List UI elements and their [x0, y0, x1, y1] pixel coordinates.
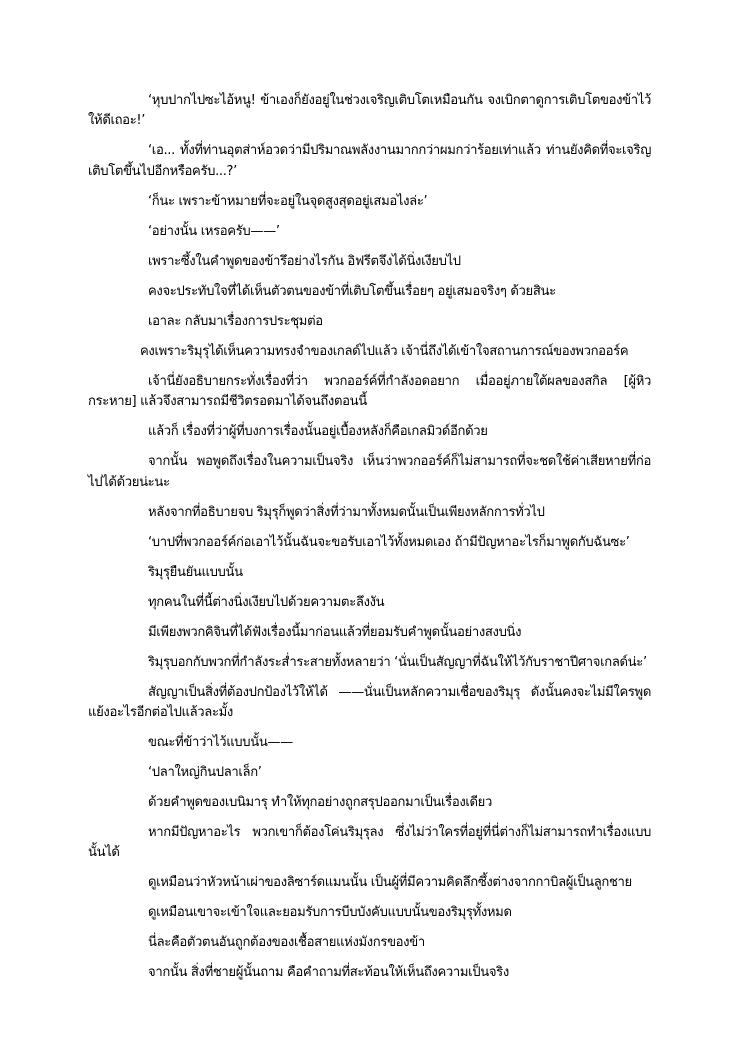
- paragraph: ดูเหมือนว่าหัวหน้าเผ่าของลิซาร์ดแมนนั้น เป็นผู้ที่มีความคิดลึกซึ้งต่างจากกาบิลผู้เป็นลูกชาย: [148, 875, 632, 891]
- paragraph: จากนั้น สิ่งที่ชายผู้นั้นถาม คือคำถามที่สะท้อนให้เห็นถึงความเป็นจริง: [148, 965, 509, 981]
- paragraph: ‘ปลาใหญ่กินปลาเล็ก’: [148, 765, 262, 781]
- paragraph: เพราะซึ้งในคำพูดของข้ารึอย่างไรกัน อิฟรีตจึงได้นิ่งเงียบไป: [148, 253, 461, 269]
- paragraph: หากมีปัญหาอะไร พวกเขาก็ต้องโค่นริมุรุลง ซึ่งไม่ว่าใครที่อยู่ที่นี่ต่างก็ไม่สามารถทำเรื่องแบบนั้นได้: [88, 825, 651, 861]
- page-body-text: [88, 91, 651, 993]
- paragraph: ‘บาปที่พวกออร์ค์ก่อเอาไว้นั้นฉันจะขอรับเอาไว้ทั้งหมดเอง ถ้ามีปัญหาอะไรก็มาพูดกับฉันซะ’: [148, 534, 630, 550]
- paragraph: นี่ละคือตัวตนอันถูกต้องของเชื้อสายแห่งมังกรของข้า: [148, 935, 425, 951]
- paragraph: สัญญาเป็นสิ่งที่ต้องปกป้องไว้ให้ได้ ——นั่นเป็นหลักความเชื่อของริมุรุ ดังนั้นคงจะไม่มีใครพูดแย้งอะไรอีกต่อไปแล้วละมั้ง: [88, 684, 651, 721]
- paragraph: จากนั้น พอพูดถึงเรื่องในความเป็นจริง เห็นว่าพวกออร์ค์ก็ไม่สามารถที่จะชดใช้ค่าเสียหายที่ก่อไปได้ด้วยน่ะนะ: [88, 454, 651, 490]
- paragraph: คงเพราะริมุรุได้เห็นความทรงจำของเกลด์ไปแล้ว เจ้านี่ถึงได้เข้าใจสถานการณ์ของพวกออร์ค: [140, 343, 629, 359]
- paragraph: หลังจากที่อธิบายจบ ริมุรุก็พูดว่าสิ่งที่ว่ามาทั้งหมดนั้นเป็นเพียงหลักการทั่วไป: [148, 504, 545, 520]
- paragraph: ด้วยคำพูดของเบนิมารุ ทำให้ทุกอย่างถูกสรุปออกมาเป็นเรื่องเดียว: [148, 795, 492, 811]
- paragraph: ทุกคนในที่นี้ต่างนิ่งเงียบไปด้วยความตะลึงงัน: [148, 594, 385, 610]
- paragraph: ‘อย่างนั้น เหรอครับ——’: [148, 223, 280, 239]
- paragraph: ริมุรุบอกกับพวกที่กำลังระส่ำระสายทั้งหลายว่า ‘นั่นเป็นสัญญาที่ฉันให้ไว้กับราชาปีศาจเกลด์น่ะ’: [148, 654, 647, 670]
- paragraph: ดูเหมือนเขาจะเข้าใจและยอมรับการบีบบังคับแบบนั้นของริมุรุทั้งหมด: [148, 905, 512, 921]
- paragraph: ‘ก็นะ เพราะข้าหมายที่จะอยู่ในจุดสูงสุดอยู่เสมอไงล่ะ’: [148, 193, 428, 209]
- paragraph: เอาละ กลับมาเรื่องการประชุมต่อ: [148, 313, 323, 329]
- paragraph: คงจะประทับใจที่ได้เห็นตัวตนของข้าที่เติบโตขึ้นเรื่อยๆ อยู่เสมอจริงๆ ด้วยสินะ: [148, 283, 556, 299]
- paragraph: ขณะที่ข้าว่าไว้แบบนั้น——: [148, 735, 293, 751]
- paragraph: ‘เอ... ทั้งที่ท่านอุตส่าห์อวดว่ามีปริมาณพลังงานมากกว่าผมกว่าร้อยเท่าแล้ว ท่านยังคิดที่จะเจริญเติบโตขึ้นไปอีกหรือครับ...?’: [88, 143, 651, 179]
- paragraph: ‘หุบปากไปซะไอ้หนู! ข้าเองก็ยังอยู่ในช่วงเจริญเติบโตเหมือนกัน จงเบิกตาดูการเติบโตของข้าไว้ให้ดีเถอะ!’: [88, 93, 651, 129]
- paragraph: มีเพียงพวกคิจินที่ได้ฟังเรื่องนี้มาก่อนแล้วที่ยอมรับคำพูดนั้นอย่างสงบนิ่ง: [148, 624, 522, 640]
- paragraph: ริมุรุยืนยันแบบนั้น: [148, 564, 243, 580]
- paragraph: แล้วก็ เรื่องที่ว่าผู้ที่บงการเรื่องนั้นอยู่เบื้องหลังก็คือเกลมิวด์อีกด้วย: [148, 424, 488, 440]
- paragraph: เจ้านี่ยังอธิบายกระทั่งเรื่องที่ว่า พวกออร์ค์ที่กำลังอดอยาก เมื่ออยู่ภายใต้ผลของสกิล [ผู้หิวกระหาย] แล้วจึงสามารถมีชีวิตรอดมาได้จนถึงตอนนี้: [88, 373, 651, 410]
